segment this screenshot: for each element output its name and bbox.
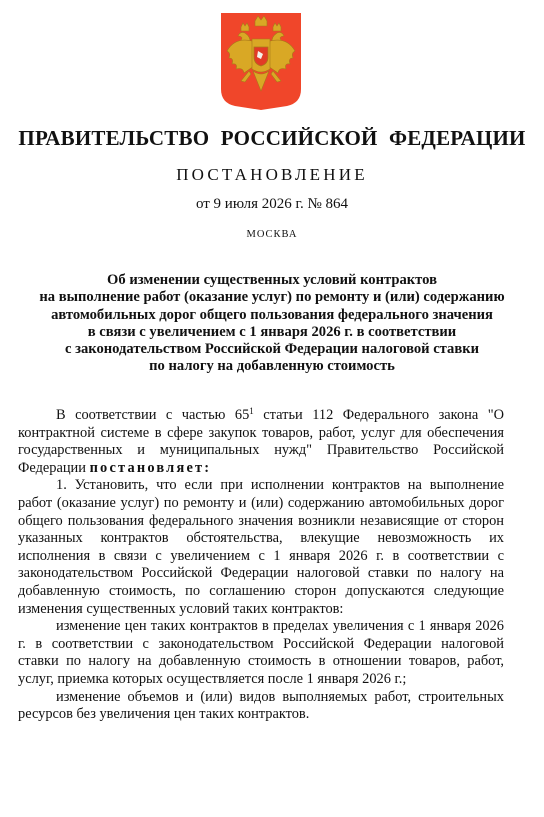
document-date-number: от 9 июля 2026 г. № 864 — [195, 196, 349, 212]
preamble-paragraph — [18, 407, 504, 477]
heading-line: автомобильных дорог общего пользования федерального значения — [51, 306, 493, 323]
coat-of-arms-emblem — [219, 11, 303, 111]
heading-line: по налогу на добавленную стоимость — [149, 358, 395, 375]
paragraph-volume-change: изменение объемов и (или) видов выполняемых работ, строительных ресурсов без увеличения цен таких контрактов. — [18, 688, 504, 723]
superscript-index: 1 — [249, 406, 254, 416]
government-title: ПРАВИТЕЛЬСТВО РОССИЙСКОЙ ФЕДЕРАЦИИ — [18, 126, 526, 150]
paragraph-price-change: изменение цен таких контрактов в пределах увеличения с 1 января 2026 г. в соответствии с законодательством Российской Федерации налоговой ставки по налогу на добавленную стоимость в отношении товаров, работ, услуг, приемка которых осуществляется после 1 января 2026 г.; — [18, 618, 504, 687]
document-body — [18, 407, 504, 724]
preamble-text-end: статьи 112 Федерального закона "О контрактной системе в сфере закупок товаров, работ, услуг для обеспечения государственных и муниципальных нужд" Правительство Российской Федерации — [18, 407, 504, 476]
heading-line: с законодательством Российской Федерации налоговой ставки — [64, 341, 480, 358]
heading-line: Об изменении существенных условий контрактов — [107, 272, 437, 288]
preamble-text-start: В соответствии с частью 65 — [56, 407, 250, 423]
coat-of-arms-russia-icon — [219, 11, 303, 111]
document-city: МОСКВА — [246, 229, 298, 240]
document-heading — [10, 272, 534, 376]
heading-line: на выполнение работ (оказание услуг) по ремонту и (или) содержанию — [39, 289, 505, 306]
heading-line: в связи с увеличением с 1 января 2026 г. в соответствии — [87, 323, 457, 340]
paragraph-item-1: 1. Установить, что если при исполнении контрактов на выполнение работ (оказание услуг) по ремонту и (или) содержанию автомобильных дорог общего пользования федерального значения возникли независящие от сторон указанных контрактов обстоятельства, влекущие невозможность их исполнения в связи с увеличением с 1 января 2026 г. в соответствии с законодательством Российской Федерации налоговой ставки по налогу на добавленную стоимость, по соглашению сторон допускаются следующие изменения существенных условий таких контрактов: — [18, 477, 504, 617]
decree-word: постановляет: — [89, 459, 212, 476]
document-type: ПОСТАНОВЛЕНИЕ — [176, 165, 368, 184]
